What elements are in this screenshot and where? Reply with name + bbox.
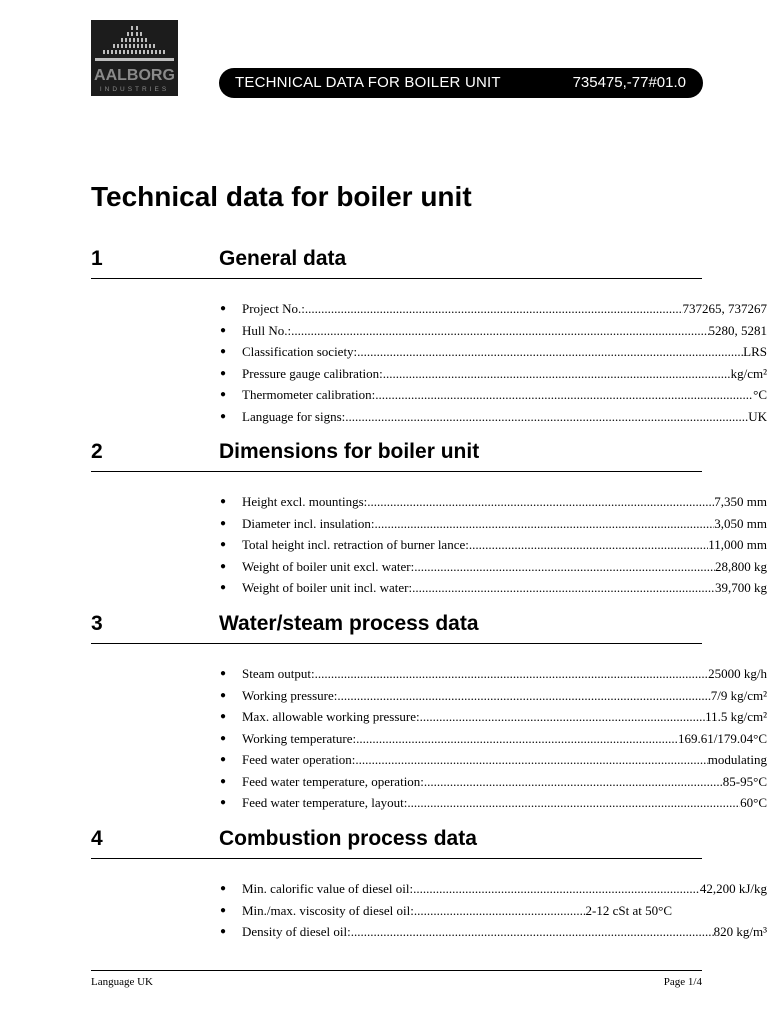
item-value: LRS — [743, 344, 767, 359]
data-list — [91, 491, 767, 599]
item-label: Feed water operation: — [242, 752, 356, 767]
list-item — [91, 728, 767, 750]
item-value: 42,200 kJ/kg — [699, 881, 767, 896]
logo-wordmark: AALBORG — [94, 67, 175, 84]
item-value: 11,000 mm — [708, 537, 767, 552]
list-item — [91, 706, 767, 728]
section-heading — [91, 439, 702, 472]
item-label: Feed water temperature, operation: — [242, 773, 424, 789]
footer-page-number: Page 1/4 — [663, 976, 702, 988]
bullet-icon: ● — [220, 689, 227, 701]
section-number: 3 — [91, 612, 103, 635]
item-value: UK — [748, 408, 767, 424]
section-general-data — [91, 246, 767, 424]
bullet-icon: ● — [220, 582, 227, 593]
list-item — [91, 320, 767, 342]
item-value: 85-95°C — [722, 773, 767, 789]
section-heading — [91, 246, 702, 279]
item-value: modulating — [707, 752, 767, 767]
item-value: 60°C — [740, 795, 767, 810]
header-title: TECHNICAL DATA FOR BOILER UNIT — [235, 74, 501, 91]
section-dimensions — [91, 439, 767, 595]
item-label: Max. allowable working pressure: — [242, 709, 420, 724]
footer-divider — [91, 970, 702, 971]
item-label: Pressure gauge calibration: — [242, 365, 383, 381]
footer-language: Language UK — [91, 976, 154, 988]
section-title: Water/steam process data — [219, 612, 479, 635]
list-item — [91, 298, 767, 320]
item-value: 7/9 kg/cm² — [710, 687, 767, 703]
page-title: Technical data for boiler unit — [91, 181, 472, 212]
bullet-icon: ● — [220, 367, 227, 379]
bullet-icon: ● — [220, 410, 227, 422]
list-item — [91, 534, 767, 556]
bullet-icon: ● — [220, 732, 227, 744]
section-title: Combustion process data — [219, 827, 477, 850]
item-label: Feed water temperature, layout: — [242, 795, 408, 810]
item-value: 3,050 mm — [714, 515, 767, 531]
list-item — [91, 513, 767, 535]
item-value: 737265, 737267 — [682, 301, 767, 316]
item-label: Height excl. mountings: — [242, 494, 368, 509]
item-label: Working pressure: — [242, 687, 338, 703]
item-value: 2-12 cSt at 50°C — [585, 902, 672, 918]
item-label: Diameter incl. insulation: — [242, 515, 375, 531]
data-list — [91, 878, 767, 943]
bullet-icon: ● — [220, 904, 227, 916]
list-item — [91, 900, 702, 922]
item-value: 169.61/179.04°C — [678, 730, 767, 746]
list-item — [91, 792, 767, 814]
item-value: 7,350 mm — [714, 494, 767, 509]
item-value: 11.5 kg/cm² — [705, 709, 767, 724]
bullet-icon: ● — [220, 324, 227, 336]
item-value: kg/cm² — [730, 365, 767, 381]
bullet-icon: ● — [220, 668, 227, 679]
item-label: Density of diesel oil: — [242, 924, 351, 939]
item-value: 39,700 kg — [715, 580, 767, 595]
section-number: 1 — [91, 247, 103, 270]
section-water-steam — [91, 611, 767, 810]
bullet-icon: ● — [220, 775, 227, 787]
item-label: Min./max. viscosity of diesel oil: — [242, 902, 414, 918]
item-label: Classification society: — [242, 344, 358, 359]
item-label: Total height incl. retraction of burner lance: — [242, 537, 469, 552]
aalborg-logo — [91, 20, 178, 96]
list-item — [91, 491, 767, 513]
section-number: 4 — [91, 827, 103, 850]
item-value: °C — [753, 387, 767, 402]
bullet-icon: ● — [220, 711, 227, 722]
list-item — [91, 878, 767, 900]
header-document-code: 735475,-77#01.0 — [572, 74, 686, 91]
list-item — [91, 384, 767, 406]
bullet-icon: ● — [220, 539, 227, 550]
bullet-icon: ● — [220, 754, 227, 765]
list-item — [91, 406, 767, 428]
bullet-icon: ● — [220, 303, 227, 314]
list-item — [91, 749, 767, 771]
section-combustion — [91, 826, 767, 939]
document-header-bar — [219, 68, 703, 98]
item-label: Thermometer calibration: — [242, 387, 376, 402]
data-list — [91, 298, 767, 427]
section-heading — [91, 611, 702, 644]
bullet-icon: ● — [220, 389, 227, 400]
item-label: Working temperature: — [242, 730, 357, 746]
item-label: Project No.: — [242, 301, 305, 316]
bullet-icon: ● — [220, 797, 227, 808]
bullet-icon: ● — [220, 346, 227, 357]
list-item — [91, 577, 767, 599]
item-label: Steam output: — [242, 666, 315, 681]
item-label: Hull No.: — [242, 322, 292, 338]
section-number: 2 — [91, 440, 103, 463]
item-value: 5280, 5281 — [708, 322, 767, 338]
bullet-icon: ● — [220, 560, 227, 572]
data-list — [91, 663, 767, 814]
logo-subtext: INDUSTRIES — [99, 86, 170, 93]
item-value: 25000 kg/h — [708, 666, 767, 681]
list-item — [91, 341, 767, 363]
section-title: Dimensions for boiler unit — [219, 440, 480, 463]
list-item — [91, 771, 767, 793]
list-item — [91, 556, 767, 578]
bullet-icon: ● — [220, 496, 227, 507]
item-label: Language for signs: — [242, 408, 346, 424]
list-item — [91, 685, 767, 707]
list-item — [91, 363, 767, 385]
item-value: 28,800 kg — [715, 558, 767, 574]
bullet-icon: ● — [220, 883, 227, 894]
section-title: General data — [219, 247, 347, 270]
bullet-icon: ● — [220, 517, 227, 529]
item-label: Weight of boiler unit incl. water: — [242, 580, 413, 595]
bullet-icon: ● — [220, 926, 227, 937]
item-value: 820 kg/m³ — [713, 924, 767, 939]
item-label: Min. calorific value of diesel oil: — [242, 881, 414, 896]
section-heading — [91, 826, 702, 859]
item-label: Weight of boiler unit excl. water: — [242, 558, 415, 574]
list-item — [91, 663, 767, 685]
list-item — [91, 921, 767, 943]
